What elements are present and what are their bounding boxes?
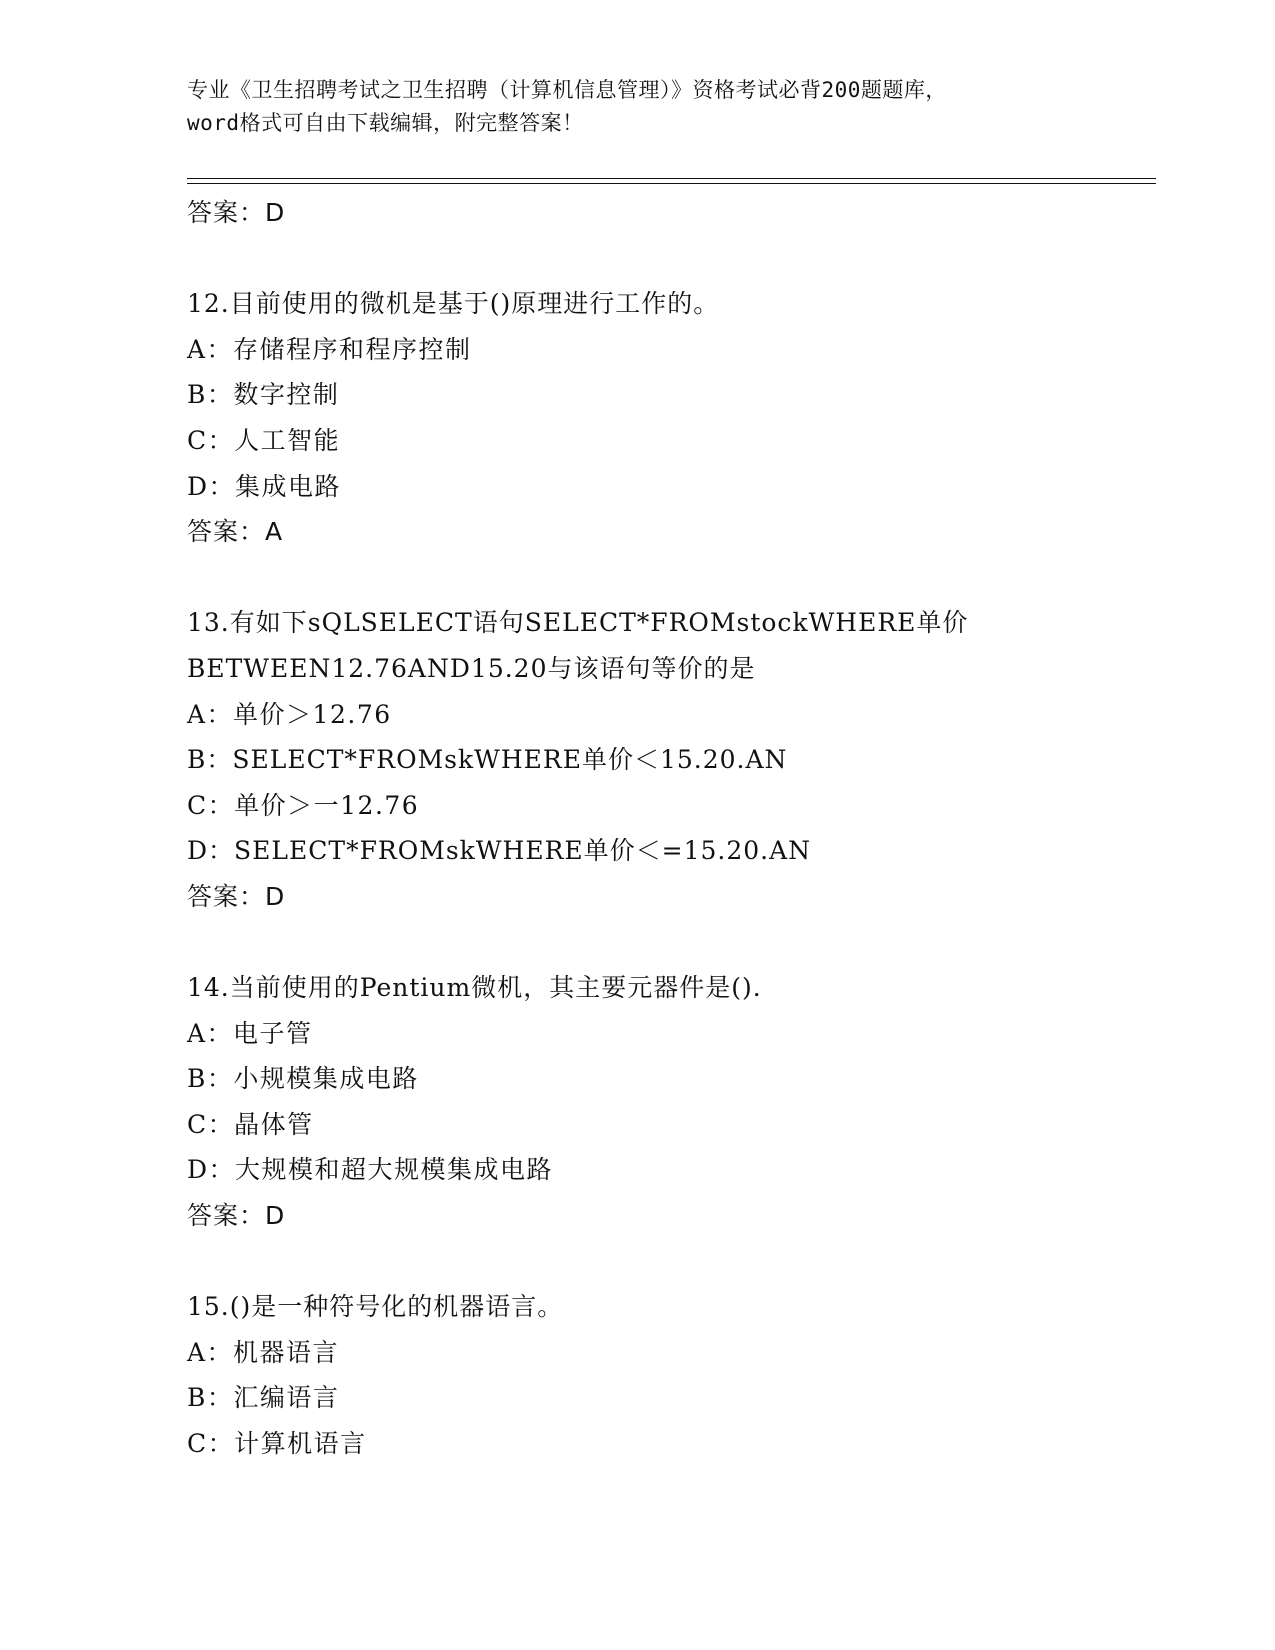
spacer bbox=[187, 1239, 1156, 1285]
question-15 bbox=[187, 1284, 1156, 1466]
option-c: C：计算机语言 bbox=[187, 1429, 367, 1459]
option-a: A：存储程序和程序控制 bbox=[187, 334, 472, 364]
question-13 bbox=[187, 600, 1156, 919]
option-c: C：晶体管 bbox=[187, 1109, 314, 1139]
question-14 bbox=[187, 965, 1156, 1239]
option-a: A：电子管 bbox=[187, 1018, 313, 1048]
answer-line: 答案：D bbox=[187, 881, 286, 911]
spacer bbox=[187, 920, 1156, 966]
option-b: B：汇编语言 bbox=[187, 1383, 340, 1413]
option-a: A：单价＞12.76 bbox=[187, 699, 392, 729]
option-b: B：数字控制 bbox=[187, 380, 340, 410]
header-title-line-2: word格式可自由下载编辑，附完整答案！ bbox=[187, 111, 584, 135]
answer-line: 答案：A bbox=[187, 517, 284, 547]
option-d: D：集成电路 bbox=[187, 471, 342, 501]
header-title-line-1: 专业《卫生招聘考试之卫生招聘（计算机信息管理）》资格考试必背200题题库， bbox=[187, 78, 947, 102]
spacer bbox=[187, 555, 1156, 601]
option-c: C：人工智能 bbox=[187, 425, 341, 455]
option-c: C：单价＞一12.76 bbox=[187, 790, 420, 820]
header-divider-top bbox=[187, 178, 1156, 179]
answer-line: 答案：D bbox=[187, 1201, 286, 1231]
question-stem: 15.()是一种符号化的机器语言。 bbox=[187, 1292, 564, 1322]
question-stem-continued: BETWEEN12.76AND15.20与该语句等价的是 bbox=[187, 653, 756, 683]
question-stem: 14.当前使用的Pentium微机，其主要元器件是(). bbox=[187, 973, 762, 1003]
option-a: A：机器语言 bbox=[187, 1337, 340, 1367]
question-stem: 12.目前使用的微机是基于()原理进行工作的。 bbox=[187, 289, 720, 319]
header-divider-bottom bbox=[187, 183, 1156, 184]
option-d: D：SELECT*FROMskWHERE单价＜=15.20.AN bbox=[187, 836, 812, 866]
option-d: D：大规模和超大规模集成电路 bbox=[187, 1155, 554, 1185]
question-12 bbox=[187, 281, 1156, 555]
document-header bbox=[187, 74, 1087, 140]
question-stem: 13.有如下sQLSELECT语句SELECT*FROMstockWHERE单价 bbox=[187, 608, 969, 638]
option-b: B：小规模集成电路 bbox=[187, 1064, 419, 1094]
option-b: B：SELECT*FROMskWHERE单价＜15.20.AN bbox=[187, 745, 788, 775]
spacer bbox=[187, 236, 1156, 282]
question-list bbox=[187, 190, 1156, 1467]
previous-answer: 答案：D bbox=[187, 198, 286, 227]
